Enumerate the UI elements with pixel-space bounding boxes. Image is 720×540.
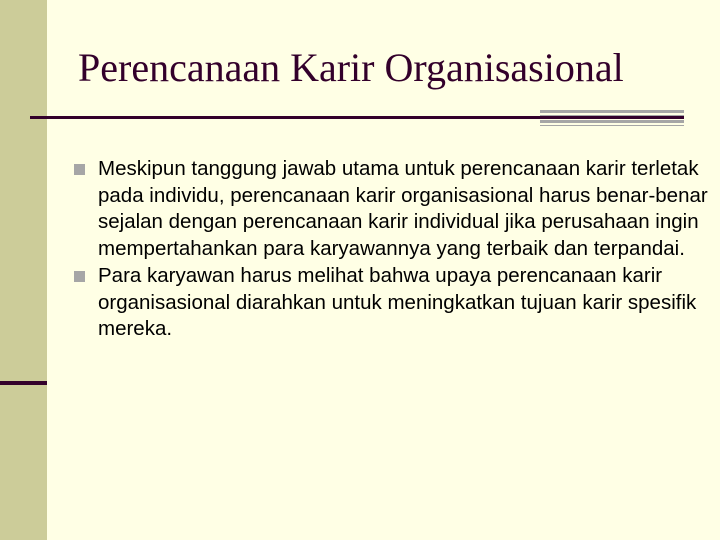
- square-bullet-icon: [74, 271, 85, 282]
- side-decorative-band: [0, 0, 47, 540]
- bullet-item: [70, 156, 710, 263]
- title-underline-accent-line: [540, 116, 684, 119]
- bullet-item: [70, 263, 710, 343]
- side-accent-bar: [0, 381, 47, 385]
- bullet-list: [70, 156, 710, 343]
- bullet-text: Para karyawan harus melihat bahwa upaya perencanaan karir organisasional diarahkan untuk meningkatkan tujuan karir spesifik mereka.: [98, 263, 697, 341]
- square-bullet-icon: [74, 164, 85, 175]
- slide-title: Perencanaan Karir Organisasional: [78, 45, 624, 90]
- bullet-text: Meskipun tanggung jawab utama untuk perencanaan karir terletak pada individu, perencanaan karir organisasional harus benar-benar sejalan dengan perencanaan karir individual jika perusahaan ingin mempertahankan para karyawannya yang terbaik dan terpandai.: [98, 157, 708, 261]
